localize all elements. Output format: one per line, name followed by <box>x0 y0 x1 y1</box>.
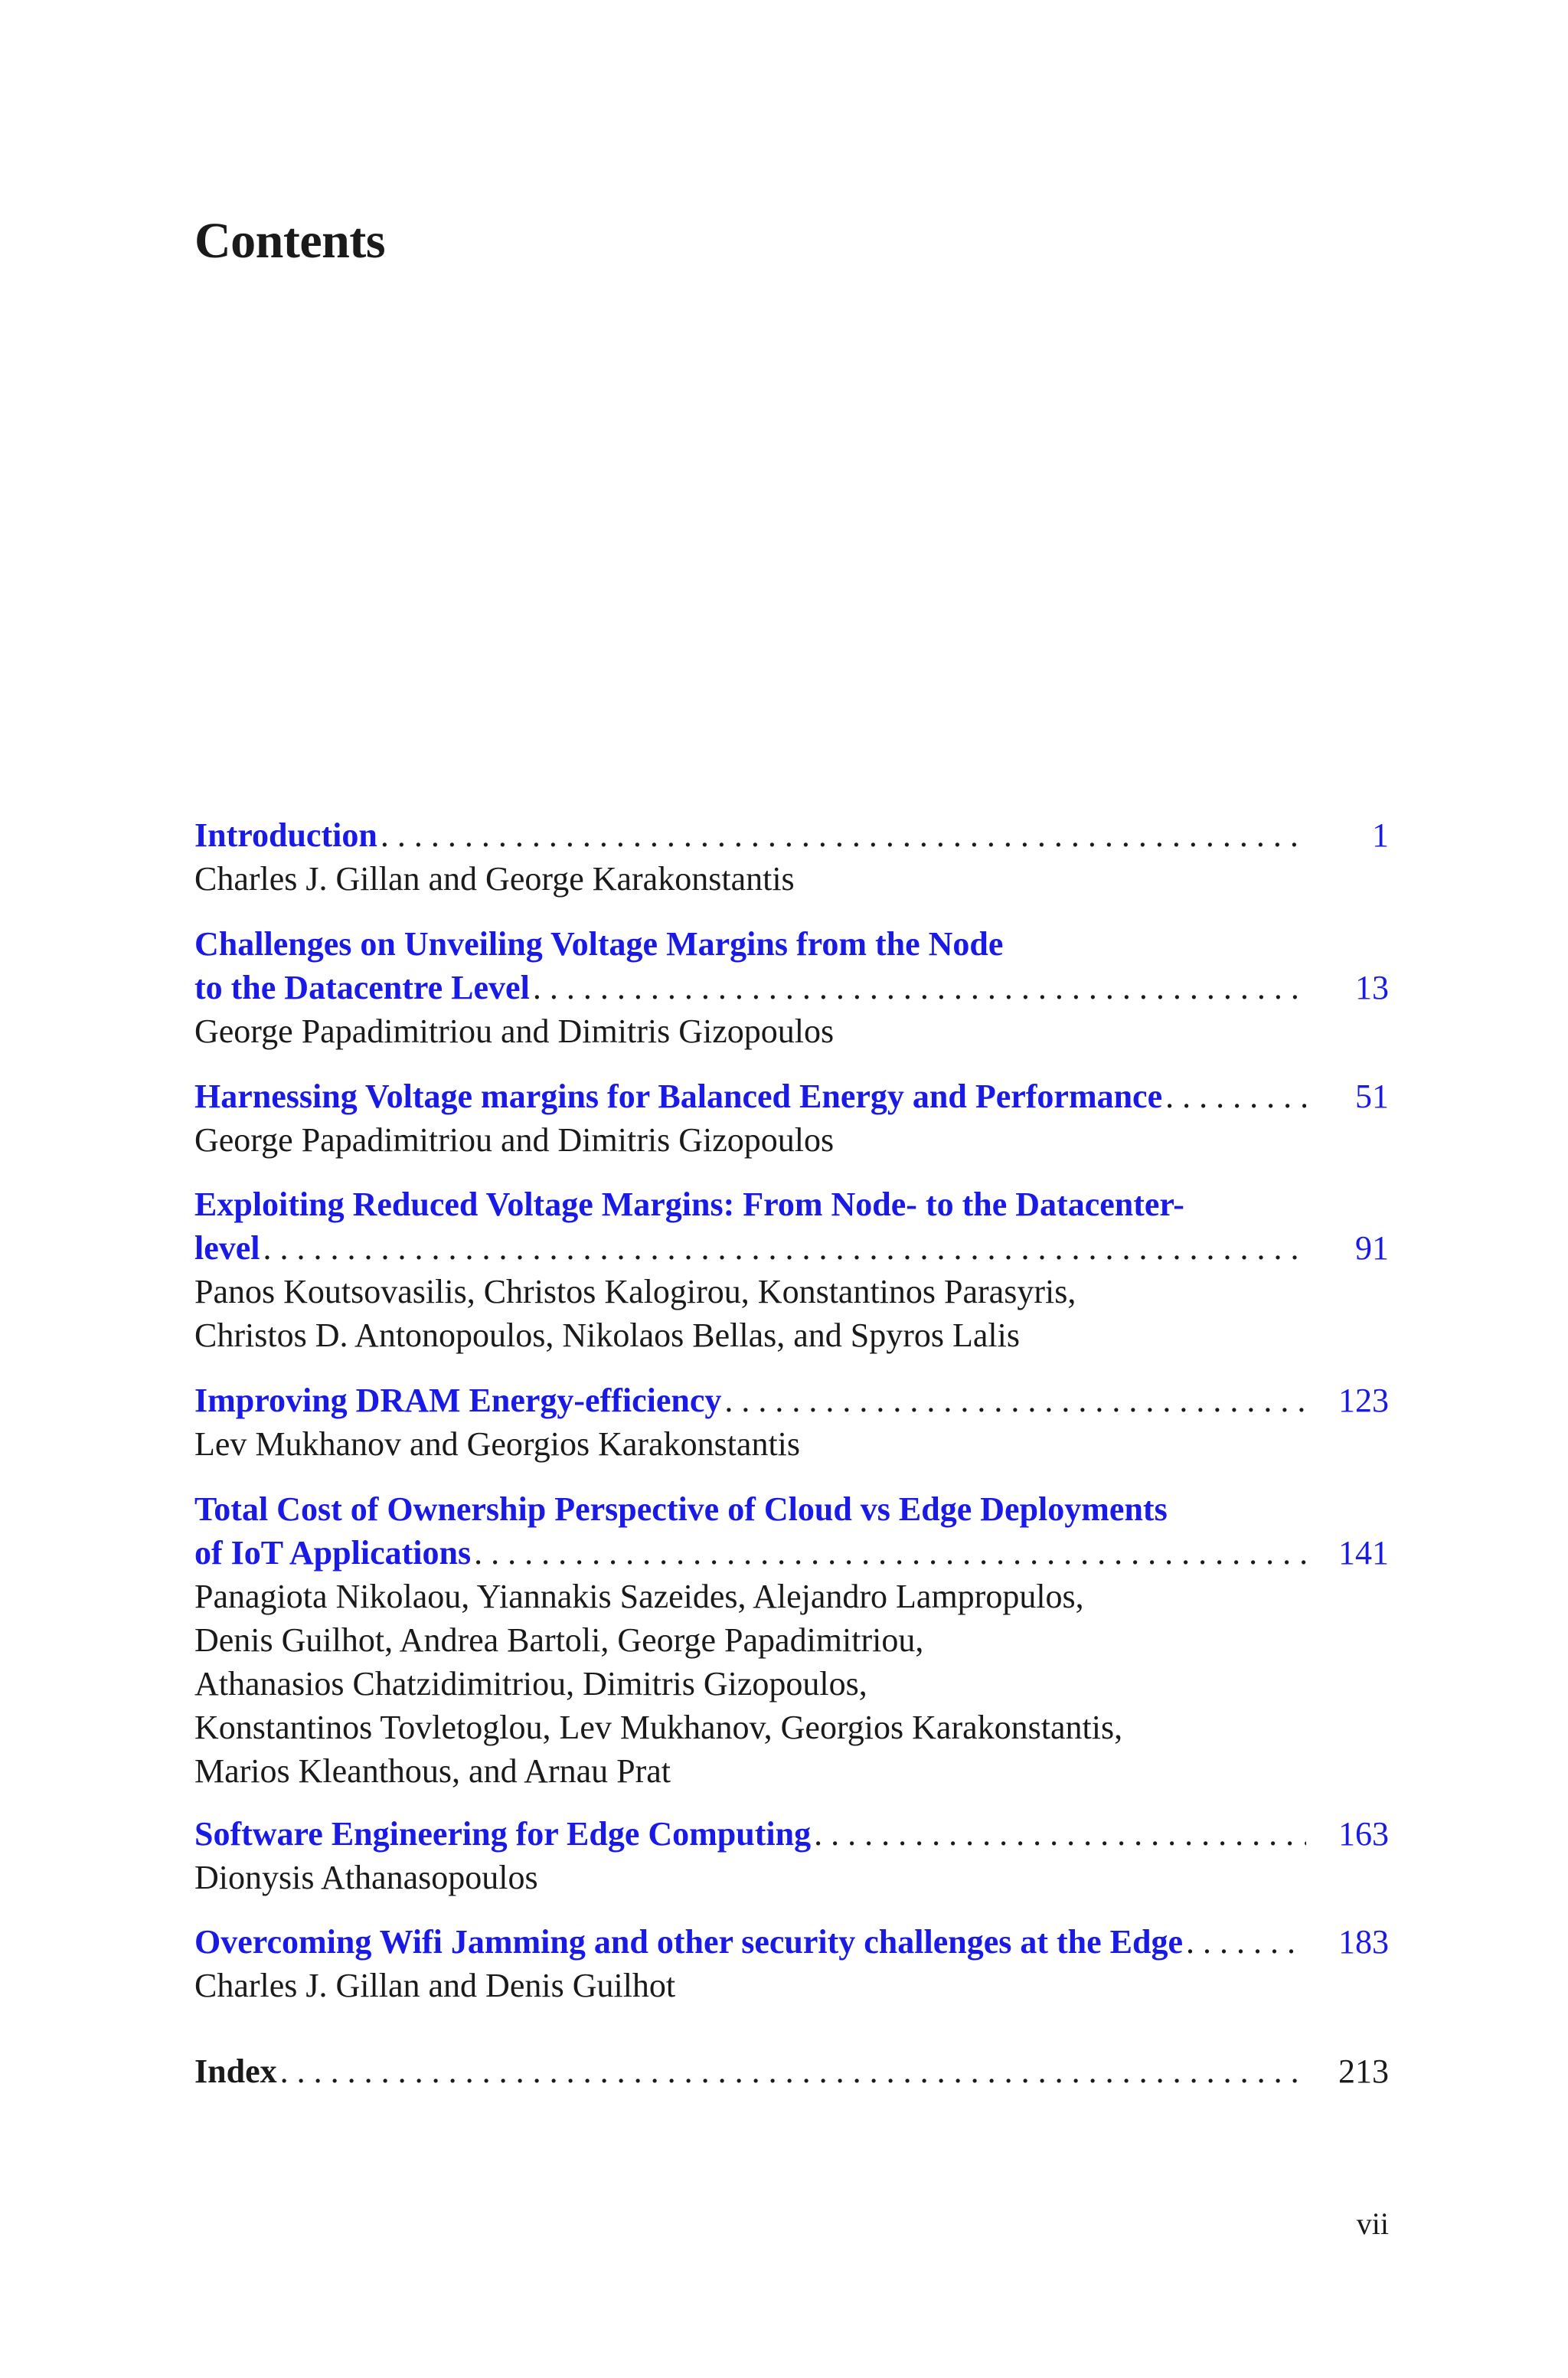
page-title: Contents <box>194 213 386 269</box>
chapter-title[interactable]: Improving DRAM Energy-efficiency <box>194 1382 722 1419</box>
chapter-title[interactable]: Harnessing Voltage margins for Balanced Energy and Performance <box>194 1078 1163 1115</box>
author-line: Dionysis Athanasopoulos <box>194 1859 538 1896</box>
index-label[interactable]: Index <box>194 2053 277 2090</box>
chapter-authors <box>194 1422 1389 1466</box>
dot-leader <box>724 1379 1306 1422</box>
dot-leader <box>280 2049 1306 2093</box>
toc-entry-title-row[interactable] <box>194 1531 1389 1575</box>
page-number[interactable]: 1 <box>1372 816 1389 854</box>
author-line: George Papadimitriou and Dimitris Gizopoulos <box>194 1121 835 1159</box>
page-number[interactable]: 163 <box>1338 1815 1389 1853</box>
toc-entry-title-row[interactable] <box>194 1920 1389 1964</box>
author-line: Panagiota Nikolaou, Yiannakis Sazeides, Alejandro Lampropulos, <box>194 1578 1084 1615</box>
page-number[interactable]: 13 <box>1355 969 1389 1006</box>
chapter-title-line[interactable]: Total Cost of Ownership Perspective of Cloud vs Edge Deployments <box>194 1490 1168 1528</box>
author-line: Denis Guilhot, Andrea Bartoli, George Papadimitriou, <box>194 1621 924 1659</box>
author-line: Athanasios Chatzidimitriou, Dimitris Gizopoulos, <box>194 1665 867 1703</box>
chapter-title-line[interactable]: Exploiting Reduced Voltage Margins: From Node- to the Datacenter- <box>194 1186 1184 1223</box>
page-number[interactable]: 91 <box>1355 1229 1389 1267</box>
toc-entry-overcoming-wifi-jamming[interactable] <box>194 1920 1389 2007</box>
chapter-title-block[interactable] <box>194 1487 1389 1531</box>
dot-leader <box>814 1812 1306 1856</box>
toc-entry-title-row[interactable] <box>194 2049 1389 2093</box>
chapter-title-block[interactable] <box>194 922 1389 966</box>
toc-entry-index[interactable] <box>194 2049 1389 2093</box>
author-line: Charles J. Gillan and Denis Guilhot <box>194 1967 676 2004</box>
dot-leader <box>263 1226 1306 1270</box>
dot-leader <box>474 1531 1306 1575</box>
folio-page-number: vii <box>1356 2206 1389 2241</box>
toc-entry-software-engineering-edge[interactable] <box>194 1812 1389 1899</box>
toc-entry-title-row[interactable] <box>194 1379 1389 1422</box>
chapter-authors <box>194 1964 1389 2007</box>
toc-entry-harnessing-voltage-margins[interactable] <box>194 1075 1389 1162</box>
chapter-authors <box>194 1270 1389 1357</box>
toc-entry-introduction[interactable] <box>194 813 1389 901</box>
dot-leader <box>1186 1920 1306 1964</box>
chapter-authors <box>194 857 1389 901</box>
chapter-authors <box>194 1856 1389 1899</box>
chapter-authors <box>194 1118 1389 1162</box>
dot-leader <box>381 813 1306 857</box>
chapter-title[interactable]: Overcoming Wifi Jamming and other security challenges at the Edge <box>194 1923 1184 1961</box>
toc-entry-title-row[interactable] <box>194 813 1389 857</box>
page-number[interactable]: 213 <box>1338 2053 1389 2090</box>
chapter-title[interactable]: of IoT Applications <box>194 1534 472 1572</box>
author-line: Christos D. Antonopoulos, Nikolaos Bellas, and Spyros Lalis <box>194 1317 1020 1354</box>
chapter-authors <box>194 1575 1389 1793</box>
chapter-title-line[interactable]: Challenges on Unveiling Voltage Margins from the Node <box>194 925 1004 963</box>
chapter-title[interactable]: level <box>194 1229 260 1267</box>
chapter-authors <box>194 1009 1389 1053</box>
chapter-title-block[interactable] <box>194 1182 1389 1226</box>
author-line: Konstantinos Tovletoglou, Lev Mukhanov, Georgios Karakonstantis, <box>194 1709 1123 1746</box>
dot-leader <box>533 966 1306 1009</box>
author-line: Marios Kleanthous, and Arnau Prat <box>194 1752 671 1790</box>
chapter-title[interactable]: to the Datacentre Level <box>194 969 530 1006</box>
chapter-title[interactable]: Introduction <box>194 816 377 854</box>
toc-entry-title-row[interactable] <box>194 1075 1389 1118</box>
author-line: Charles J. Gillan and George Karakonstantis <box>194 860 795 898</box>
author-line: Panos Koutsovasilis, Christos Kalogirou, Konstantinos Parasyris, <box>194 1273 1076 1310</box>
toc-entry-title-row[interactable] <box>194 966 1389 1009</box>
dot-leader <box>1165 1075 1306 1118</box>
page-number[interactable]: 141 <box>1338 1534 1389 1572</box>
author-line: Lev Mukhanov and Georgios Karakonstantis <box>194 1425 801 1463</box>
toc-entry-title-row[interactable] <box>194 1812 1389 1856</box>
author-line: George Papadimitriou and Dimitris Gizopoulos <box>194 1012 835 1050</box>
page-number[interactable]: 123 <box>1338 1382 1389 1419</box>
page-number[interactable]: 183 <box>1338 1923 1389 1961</box>
toc-entry-total-cost-ownership[interactable] <box>194 1487 1389 1793</box>
chapter-title[interactable]: Software Engineering for Edge Computing <box>194 1815 812 1853</box>
toc-entry-challenges-voltage-margins[interactable] <box>194 922 1389 1053</box>
toc-entry-exploiting-reduced-voltage[interactable] <box>194 1182 1389 1357</box>
page-number[interactable]: 51 <box>1355 1078 1389 1115</box>
toc-entry-title-row[interactable] <box>194 1226 1389 1270</box>
toc-entry-improving-dram[interactable] <box>194 1379 1389 1466</box>
